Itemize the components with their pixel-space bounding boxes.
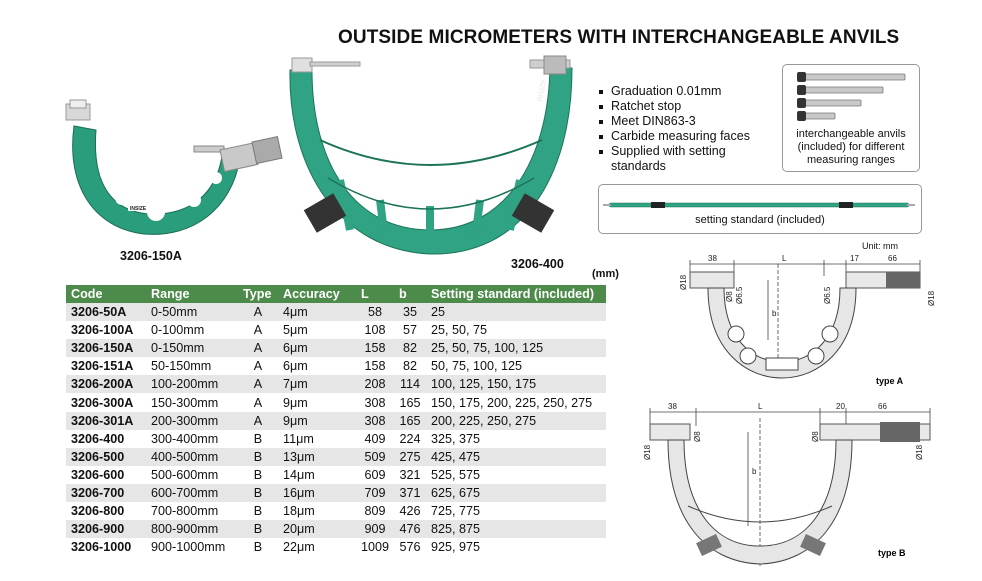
table-row <box>66 466 606 484</box>
anvils-illustration <box>783 65 919 127</box>
dim-a-d5: Ø18 <box>927 290 936 306</box>
col-header-type: Type <box>238 285 278 303</box>
table-row <box>66 393 606 411</box>
setting-standard-box <box>598 184 922 234</box>
feature-item: Carbide measuring faces <box>598 129 768 144</box>
cell-type: A <box>238 393 278 411</box>
dim-a-right: 66 <box>888 254 897 263</box>
dim-a-d1: Ø18 <box>679 274 688 290</box>
cell-setting-standard: 425, 475 <box>426 448 606 466</box>
cell-range: 500-600mm <box>146 466 238 484</box>
cell-b: 35 <box>394 303 426 321</box>
cell-accuracy: 6μm <box>278 339 356 357</box>
feature-item: Supplied with setting standards <box>598 144 768 174</box>
cell-code: 3206-500 <box>66 448 146 466</box>
dim-b-left: 38 <box>668 402 677 411</box>
cell-setting-standard: 200, 225, 250, 275 <box>426 412 606 430</box>
cell-setting-standard: 25 <box>426 303 606 321</box>
dim-b-d5: Ø18 <box>915 444 924 460</box>
table-row <box>66 430 606 448</box>
cell-setting-standard: 150, 175, 200, 225, 250, 275 <box>426 393 606 411</box>
table-unit-note: (mm) <box>592 268 619 280</box>
col-header-l: L <box>356 285 394 303</box>
cell-accuracy: 11μm <box>278 430 356 448</box>
micrometer-400-illustration <box>280 50 585 265</box>
cell-accuracy: 4μm <box>278 303 356 321</box>
micrometer-150a-frame <box>73 126 240 234</box>
cell-setting-standard: 925, 975 <box>426 538 606 556</box>
feature-item: Graduation 0.01mm <box>598 84 768 99</box>
model-label-large: 3206-400 <box>511 257 564 271</box>
dim-a-b: b <box>772 309 777 318</box>
cell-code: 3206-700 <box>66 484 146 502</box>
dim-b-d2: Ø8 <box>693 431 702 442</box>
cell-type: B <box>238 502 278 520</box>
cell-b: 165 <box>394 412 426 430</box>
spec-table <box>66 285 606 556</box>
type-b-label: type B <box>878 548 906 558</box>
setting-standard-caption: setting standard (included) <box>695 214 825 226</box>
table-row <box>66 321 606 339</box>
cell-code: 3206-600 <box>66 466 146 484</box>
cell-code: 3206-301A <box>66 412 146 430</box>
cell-code: 3206-300A <box>66 393 146 411</box>
cell-code: 3206-900 <box>66 520 146 538</box>
cell-b: 371 <box>394 484 426 502</box>
cell-range: 50-150mm <box>146 357 238 375</box>
micrometer-150a-illustration <box>44 96 294 248</box>
cell-accuracy: 14μm <box>278 466 356 484</box>
dim-a-d2: Ø8 <box>725 291 734 302</box>
cell-l: 208 <box>356 375 394 393</box>
cell-code: 3206-1000 <box>66 538 146 556</box>
cell-accuracy: 20μm <box>278 520 356 538</box>
dim-a-mid: 17 <box>850 254 859 263</box>
cell-b: 165 <box>394 393 426 411</box>
cell-setting-standard: 50, 75, 100, 125 <box>426 357 606 375</box>
feature-item: Meet DIN863-3 <box>598 114 768 129</box>
cell-accuracy: 9μm <box>278 393 356 411</box>
type-b-drawing <box>640 398 980 573</box>
page-title: OUTSIDE MICROMETERS WITH INTERCHANGEABLE ANVILS <box>338 27 900 48</box>
cell-code: 3206-800 <box>66 502 146 520</box>
cell-b: 426 <box>394 502 426 520</box>
table-row <box>66 303 606 321</box>
table-row <box>66 520 606 538</box>
cell-range: 600-700mm <box>146 484 238 502</box>
cell-l: 58 <box>356 303 394 321</box>
cell-b: 576 <box>394 538 426 556</box>
cell-range: 900-1000mm <box>146 538 238 556</box>
cell-accuracy: 18μm <box>278 502 356 520</box>
type-a-label: type A <box>876 376 904 386</box>
cell-setting-standard: 825, 875 <box>426 520 606 538</box>
cell-l: 1009 <box>356 538 394 556</box>
cell-type: A <box>238 375 278 393</box>
table-row <box>66 339 606 357</box>
dim-a-d4: Ø6.5 <box>823 286 832 304</box>
anvils-box <box>782 64 920 172</box>
cell-accuracy: 22μm <box>278 538 356 556</box>
cell-l: 308 <box>356 412 394 430</box>
cell-l: 308 <box>356 393 394 411</box>
dim-b-mid: 20 <box>836 402 845 411</box>
dim-b-right: 66 <box>878 402 887 411</box>
setting-standard-illustration <box>599 185 921 211</box>
cell-b: 476 <box>394 520 426 538</box>
dim-a-d3: Ø6.5 <box>735 286 744 304</box>
cell-type: A <box>238 357 278 375</box>
cell-range: 150-300mm <box>146 393 238 411</box>
anvils-caption: interchangeable anvils (included) for different measuring ranges <box>796 128 906 166</box>
cell-b: 82 <box>394 357 426 375</box>
cell-l: 809 <box>356 502 394 520</box>
cell-setting-standard: 25, 50, 75, 100, 125 <box>426 339 606 357</box>
cell-type: B <box>238 448 278 466</box>
dim-b-b: b <box>752 467 757 476</box>
table-row <box>66 412 606 430</box>
cell-type: B <box>238 538 278 556</box>
cell-accuracy: 16μm <box>278 484 356 502</box>
cell-l: 509 <box>356 448 394 466</box>
cell-code: 3206-50A <box>66 303 146 321</box>
cell-accuracy: 9μm <box>278 412 356 430</box>
cell-type: B <box>238 484 278 502</box>
dim-a-l: L <box>782 254 787 263</box>
cell-l: 709 <box>356 484 394 502</box>
cell-b: 82 <box>394 339 426 357</box>
cell-type: A <box>238 339 278 357</box>
cell-range: 400-500mm <box>146 448 238 466</box>
table-row <box>66 448 606 466</box>
cell-range: 0-100mm <box>146 321 238 339</box>
cell-l: 909 <box>356 520 394 538</box>
col-header-accuracy: Accuracy <box>278 285 356 303</box>
table-row <box>66 502 606 520</box>
cell-setting-standard: 625, 675 <box>426 484 606 502</box>
cell-range: 300-400mm <box>146 430 238 448</box>
cell-l: 158 <box>356 357 394 375</box>
micrometer-400-frame <box>290 68 572 254</box>
cell-l: 108 <box>356 321 394 339</box>
cell-accuracy: 7μm <box>278 375 356 393</box>
cell-setting-standard: 725, 775 <box>426 502 606 520</box>
brand-logo-small: INSIZE <box>130 206 147 212</box>
table-row <box>66 484 606 502</box>
cell-setting-standard: 525, 575 <box>426 466 606 484</box>
cell-code: 3206-100A <box>66 321 146 339</box>
cell-code: 3206-151A <box>66 357 146 375</box>
cell-code: 3206-150A <box>66 339 146 357</box>
dim-a-left: 38 <box>708 254 717 263</box>
col-header-range: Range <box>146 285 238 303</box>
cell-code: 3206-200A <box>66 375 146 393</box>
cell-setting-standard: 325, 375 <box>426 430 606 448</box>
cell-range: 0-150mm <box>146 339 238 357</box>
cell-b: 224 <box>394 430 426 448</box>
cell-l: 158 <box>356 339 394 357</box>
cell-setting-standard: 25, 50, 75 <box>426 321 606 339</box>
cell-setting-standard: 100, 125, 150, 175 <box>426 375 606 393</box>
cell-type: A <box>238 303 278 321</box>
feature-list <box>598 84 768 174</box>
cell-l: 409 <box>356 430 394 448</box>
col-header-code: Code <box>66 285 146 303</box>
table-row <box>66 538 606 556</box>
brand-logo-large: INSIZE <box>537 78 548 103</box>
feature-item: Ratchet stop <box>598 99 768 114</box>
cell-l: 609 <box>356 466 394 484</box>
cell-range: 0-50mm <box>146 303 238 321</box>
cell-b: 321 <box>394 466 426 484</box>
table-row <box>66 357 606 375</box>
dim-b-d3: Ø8 <box>811 431 820 442</box>
col-header-setting-standard: Setting standard (included) <box>426 285 606 303</box>
cell-type: B <box>238 430 278 448</box>
dim-b-d1: Ø18 <box>643 444 652 460</box>
cell-b: 275 <box>394 448 426 466</box>
cell-range: 700-800mm <box>146 502 238 520</box>
dim-b-l: L <box>758 402 763 411</box>
cell-type: A <box>238 321 278 339</box>
col-header-b: b <box>394 285 426 303</box>
cell-range: 800-900mm <box>146 520 238 538</box>
cell-code: 3206-400 <box>66 430 146 448</box>
model-label-small: 3206-150A <box>120 249 182 263</box>
cell-type: B <box>238 466 278 484</box>
table-header-row <box>66 285 606 303</box>
cell-range: 200-300mm <box>146 412 238 430</box>
cell-type: B <box>238 520 278 538</box>
cell-accuracy: 5μm <box>278 321 356 339</box>
cell-accuracy: 6μm <box>278 357 356 375</box>
cell-range: 100-200mm <box>146 375 238 393</box>
cell-accuracy: 13μm <box>278 448 356 466</box>
cell-b: 57 <box>394 321 426 339</box>
cell-b: 114 <box>394 375 426 393</box>
table-row <box>66 375 606 393</box>
type-a-drawing <box>650 250 980 395</box>
cell-type: A <box>238 412 278 430</box>
unit-label: Unit: mm <box>862 241 898 251</box>
